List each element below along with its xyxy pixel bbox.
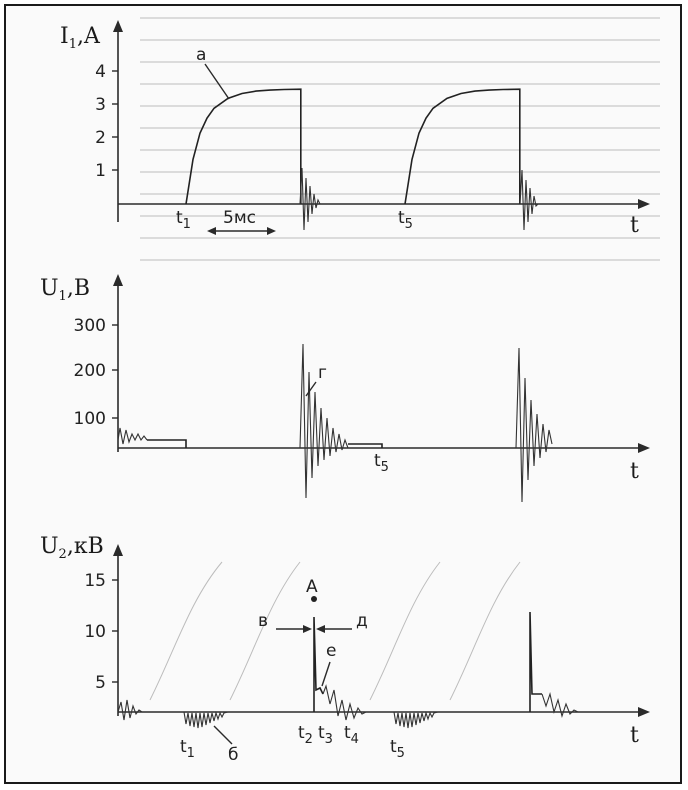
p3-t5-label: $t_5$ xyxy=(390,737,405,761)
p1-interval-arrow-right xyxy=(267,227,276,235)
p1-curve-label-leader xyxy=(205,64,229,99)
p1-y-ticks xyxy=(95,62,118,181)
p1-x-label: t xyxy=(630,213,639,238)
p3-y-ticks xyxy=(84,571,118,693)
p3-initial-ring xyxy=(118,700,142,720)
p2-plateau-1 xyxy=(147,440,186,448)
y-tick-label: 3 xyxy=(95,95,106,115)
p3-right-label: д xyxy=(356,611,368,631)
p3-x-label: t xyxy=(630,723,639,748)
p2-x-label: t xyxy=(630,459,639,484)
y-tick-label: 100 xyxy=(73,409,106,429)
p2-break-2 xyxy=(516,348,552,502)
p3-ghost-arc-3 xyxy=(370,562,440,700)
p3-t1-label: $t_1$ xyxy=(180,737,195,761)
y-tick-label: 200 xyxy=(73,361,106,381)
y-tick-label: 10 xyxy=(84,622,106,642)
panel-current xyxy=(60,20,650,238)
p3-t4-label: $t_4$ xyxy=(344,723,359,747)
p3-peak-label: А xyxy=(306,577,318,597)
p1-x-arrow xyxy=(638,199,650,209)
p3-ramp-1 xyxy=(184,712,228,728)
p2-y-ticks xyxy=(74,316,118,429)
p3-ghost-arc-2 xyxy=(230,562,300,700)
p3-y-arrow xyxy=(113,544,123,556)
p3-ramp-leader xyxy=(214,726,232,744)
p1-interval-label: 5мс xyxy=(223,208,256,228)
p3-ramp-label: б xyxy=(228,745,239,765)
p3-left-label: в xyxy=(258,611,269,631)
p3-ghost-arc-4 xyxy=(450,562,520,700)
y-tick-label: 15 xyxy=(84,571,106,591)
p1-interval-arrow-left xyxy=(207,227,216,235)
panel-secondary-voltage xyxy=(40,534,650,765)
y-tick-label: 2 xyxy=(95,128,106,148)
p3-left-arrowhead xyxy=(303,625,312,633)
p3-spark-leader xyxy=(322,662,330,686)
p2-curve-label: г xyxy=(318,363,327,383)
p1-y-arrow xyxy=(113,20,123,32)
p2-x-arrow xyxy=(638,443,650,453)
p3-ramp-2 xyxy=(394,712,438,728)
panel-primary-voltage xyxy=(40,274,650,502)
y-tick-label: 1 xyxy=(95,161,106,181)
p3-x-arrow xyxy=(638,707,650,717)
p3-spark-1-ring xyxy=(323,686,366,720)
p1-ring-1 xyxy=(300,168,320,230)
p3-t3-label: $t_3$ xyxy=(318,723,333,747)
p2-initial-ring xyxy=(118,428,147,444)
y-tick-label: 4 xyxy=(95,62,106,82)
p2-y-label: $U_1,B$ xyxy=(40,276,90,304)
p3-y-label: $U_2,кВ$ xyxy=(40,534,104,562)
p1-t1-label: $t_1$ xyxy=(176,208,191,232)
p1-y-label: $I_1,A$ xyxy=(60,24,100,52)
p1-curve-label: а xyxy=(196,45,207,65)
p3-right-arrowhead xyxy=(316,625,325,633)
p3-spark-2 xyxy=(530,612,542,712)
y-tick-label: 300 xyxy=(73,316,106,336)
p2-y-arrow xyxy=(113,274,123,286)
p3-spark-label: е xyxy=(326,641,337,661)
y-tick-label: 5 xyxy=(95,673,106,693)
p2-t5-label: $t_5$ xyxy=(374,451,389,475)
p3-t2-label: $t_2$ xyxy=(298,723,313,747)
p3-ghost-arc-1 xyxy=(150,562,222,700)
p1-ring-2 xyxy=(520,170,538,230)
p1-t5-label: $t_5$ xyxy=(398,208,413,232)
